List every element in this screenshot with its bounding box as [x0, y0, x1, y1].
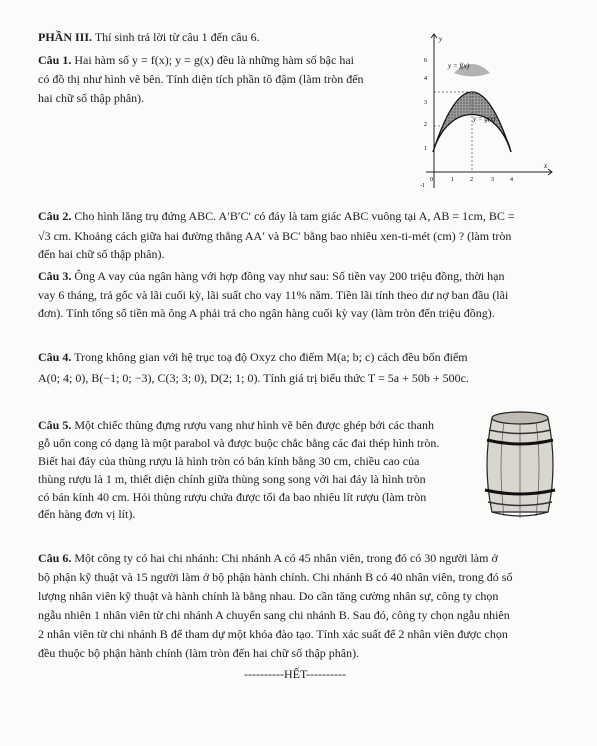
q5-text-2: gỗ uốn cong có dạng là một parabol và được buộc chắc bằng các đai thép hình tròn.	[38, 436, 440, 450]
q5-text-1: Một chiếc thùng đựng rượu vang như hình vẽ bên được ghép bởi các thanh	[74, 418, 434, 432]
q3-line-1	[38, 269, 505, 284]
section-title: PHẦN III.	[38, 30, 93, 44]
q1-number: Câu 1.	[38, 53, 72, 67]
q1-text-1: Hai hàm số y = f(x); y = g(x) đều là những hàm số bậc hai	[74, 53, 354, 67]
q2-text-2: √3 cm. Khoảng cách giữa hai đường thẳng AA′ và BC′ bằng bao nhiêu xen-ti-mét (cm) ? (làm tròn	[38, 229, 512, 243]
x-tick-3: 3	[491, 177, 494, 183]
q6-text-2: bộ phận kỹ thuật và 15 người làm ở bộ phận hành chính. Chi nhánh B có 40 nhân viên, trong đó số	[38, 570, 513, 584]
q5-text-5: có bán kính 40 cm. Hỏi thùng rượu chứa được tối đa bao nhiêu lít rượu (làm tròn	[38, 490, 427, 504]
wine-barrel-image	[480, 410, 560, 520]
q1-line-1	[38, 53, 354, 68]
q6-text-6: đều thuộc bộ phận hành chính (làm tròn đến hai chữ số thập phân).	[38, 646, 360, 660]
q5-text-4: thùng rượu là 1 m, thiết diện chính giữa thùng song song với hai đáy là hình tròn	[38, 472, 426, 486]
y-tick-neg1: -1	[420, 183, 425, 189]
section-header	[38, 30, 260, 45]
q2-text-3: đến hai chữ số thập phân).	[38, 247, 165, 261]
x-tick-2: 2	[470, 177, 473, 183]
q3-text-2: vay 6 tháng, trả gốc và lãi cuối kỳ, lãi suất cho vay 11% năm. Tiền lãi tính theo dư nợ ban đầu (lãi	[38, 288, 509, 302]
q6-text-1: Một công ty có hai chi nhánh: Chi nhánh A có 45 nhân viên, trong đó có 30 người làm ở	[74, 551, 498, 565]
y-tick-4: 4	[424, 76, 427, 82]
q3-text-1: Ông A vay của ngân hàng với hợp đồng vay như sau: Số tiền vay 200 triệu đồng, thời hạn	[74, 269, 505, 283]
end-marker: ----------HẾT----------	[244, 667, 347, 681]
q5-number: Câu 5.	[38, 418, 72, 432]
q6-text-5: 2 nhân viên từ chi nhánh B để tham dự một khóa đào tạo. Tính xác suất để 2 nhân viên được chọn	[38, 627, 508, 641]
y-tick-1: 1	[424, 146, 427, 152]
q3-number: Câu 3.	[38, 269, 72, 283]
y-axis-label: y	[439, 35, 443, 43]
f-label: y = f(x)	[448, 62, 470, 70]
section-instruction: Thí sinh trả lời từ câu 1 đến câu 6.	[94, 30, 260, 44]
q2-line-1	[38, 209, 515, 224]
q2-text-1: Cho hình lăng trụ đứng ABC. A′B′C′ có đáy là tam giác ABC vuông tại A, AB = 1cm, BC =	[74, 209, 515, 223]
y-tick-3: 3	[424, 100, 427, 106]
q5-line-1	[38, 418, 434, 433]
q4-text-2: A(0; 4; 0), B(−1; 0; −3), C(3; 3; 0), D(2; 1; 0). Tính giá trị biểu thức T = 5a + 50b + 500c.	[38, 371, 469, 385]
q6-line-1	[38, 551, 498, 566]
q2-number: Câu 2.	[38, 209, 72, 223]
q6-text-3: lượng nhân viên kỹ thuật và hành chính là bằng nhau. Do cần tăng cường nhân sự, công ty chọn	[38, 589, 499, 603]
y-tick-2: 2	[424, 122, 427, 128]
q4-text-1: Trong không gian với hệ trục toạ độ Oxyz cho điểm M(a; b; c) cách đều bốn điểm	[74, 350, 468, 364]
g-label: y = g(x)	[473, 115, 496, 123]
y-tick-6: 6	[424, 58, 427, 64]
q5-text-6: đến hàng đơn vị lít).	[38, 507, 136, 521]
x-tick-1: 1	[451, 177, 454, 183]
q4-number: Câu 4.	[38, 350, 72, 364]
q6-number: Câu 6.	[38, 551, 72, 565]
x-axis-label: x	[544, 162, 548, 170]
q3-text-3: đơn). Tính tổng số tiền mà ông A phải trả cho ngân hàng cuối kỳ vay (làm tròn đến triệu đồng).	[38, 306, 495, 320]
q1-text-2: có đồ thị như hình vẽ bên. Tính diện tích phần tô đậm (làm tròn đến	[38, 72, 364, 86]
x-tick-0: 0	[430, 177, 433, 183]
x-tick-4: 4	[510, 177, 513, 183]
q5-text-3: Biết hai đáy của thùng rượu là hình tròn có bán kính bằng 30 cm, chiều cao của	[38, 454, 420, 468]
q4-line-1	[38, 350, 468, 365]
q1-text-3: hai chữ số thập phân).	[38, 91, 145, 105]
q6-text-4: ngẫu nhiên 1 nhân viên từ chi nhánh A chuyển sang chi nhánh B. Sau đó, công ty chọn ngẫu nhiên	[38, 608, 510, 622]
q1-function-graph	[418, 30, 556, 190]
